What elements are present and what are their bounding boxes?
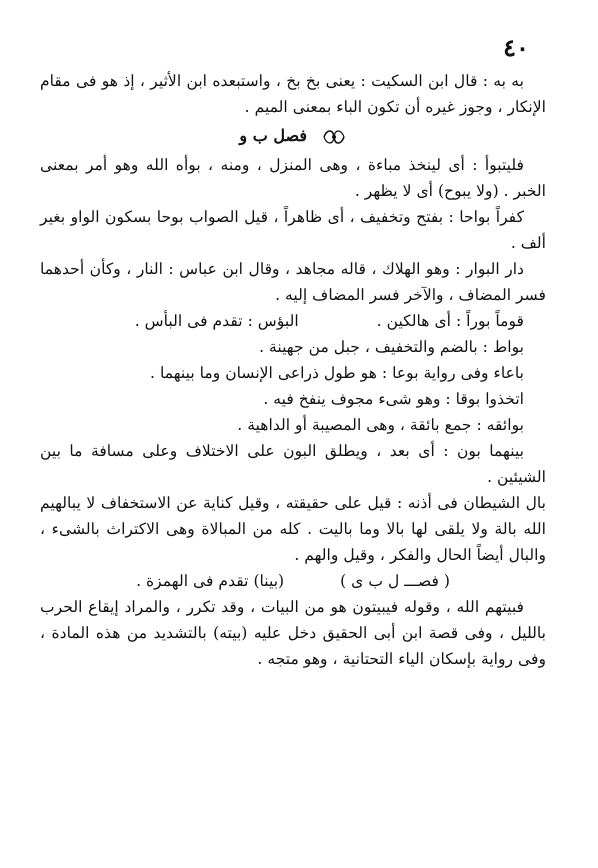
entry-baaan: باعاء وفى رواية بوعا : هو طول ذراعى الإنسان وما بينهما . [150,364,524,382]
entry-buqan: اتخذوا بوقا : وهو شىء مجوف ينفخ فيه . [263,390,524,408]
subsection-heading: ( فصـــ ل ب ى ) [340,572,450,590]
entry-qawman-bura: قوماً بوراً : أى هالكين . [376,312,524,330]
entry-falyatabawwa: فليتبوأ : أى لينخذ مباءة ، وهى المنزل ، ومنه ، بوأه الله وهو أمر بمعنى الخبر . (ولا يبوح) أى لا يظهر . [40,156,546,200]
entry-kufran-bawahan: كفراً بواحا : بفتح وتخفيف ، أى ظاهراً ، قيل الصواب بوحا بسكون الواو بغير ألف . [40,208,546,252]
entry-bih-bih [40,68,546,120]
text-line: به به : قال ابن السكيت : يعنى بخ بخ ، واستبعده ابن الأثير ، إذ هو [101,72,524,90]
text-line: فى مقام الإنكار ، وجوز غيره أن تكون الباء بمعنى الميم . [40,72,546,116]
entry-baynahuma-bawn: بينهما بون : أى بعد ، ويطلق البون على الاختلاف وعلى مسافة ما بين الشيئين . [40,442,546,486]
entry-bawaiqahu: بوائقه : جمع بائقة ، وهى المصيبة أو الداهية . [237,416,524,434]
entry-row-bora [40,308,546,334]
page-number: ٤٠ [503,33,529,62]
entry-bayna: (بينا) تقدم فى الهمزة . [136,572,285,590]
flourish-ornament-icon [321,126,347,148]
body-text [40,68,546,672]
entry-fabayyatahum: فبيتهم الله ، وقوله فيبيتون هو من البيات ، وقد تكرر ، والمراد إيقاع الحرب بالليل ، وفى قصة ابن أبى الحقيق دخل عليه (بيته) بالتشديد من هذه المادة ، وفى رواية بإسكان الياء التحتانية ، وهو متجه . [40,598,546,668]
section-heading-label: فصل ب و [239,126,307,145]
entry-al-bus: البؤس : تقدم فى البأس . [134,312,299,330]
entry-dar-al-bawar: دار البوار : وهو الهلاك ، قاله مجاهد ، وقال ابن عباس : النار ، وكأن أحدهما فسر المضاف ، والآخر فسر المضاف إليه . [40,260,546,304]
section-heading [40,122,546,150]
entry-bal-al-shaytan: بال الشيطان فى أذنه : قيل على حقيقته ، وقيل كناية عن الاستخفاف لا يبالهيم الله بالة ولا يلقى لها بالا وما باليت . كله من المبالاة وهى الاكتراث بالشىء ، والبال أيضاً الحال والفكر ، وقيل والهم . [40,494,546,564]
entry-buwat: بواط : بالضم والتخفيف ، جبل من جهينة . [259,338,524,356]
entry-row-fasl [40,568,546,594]
